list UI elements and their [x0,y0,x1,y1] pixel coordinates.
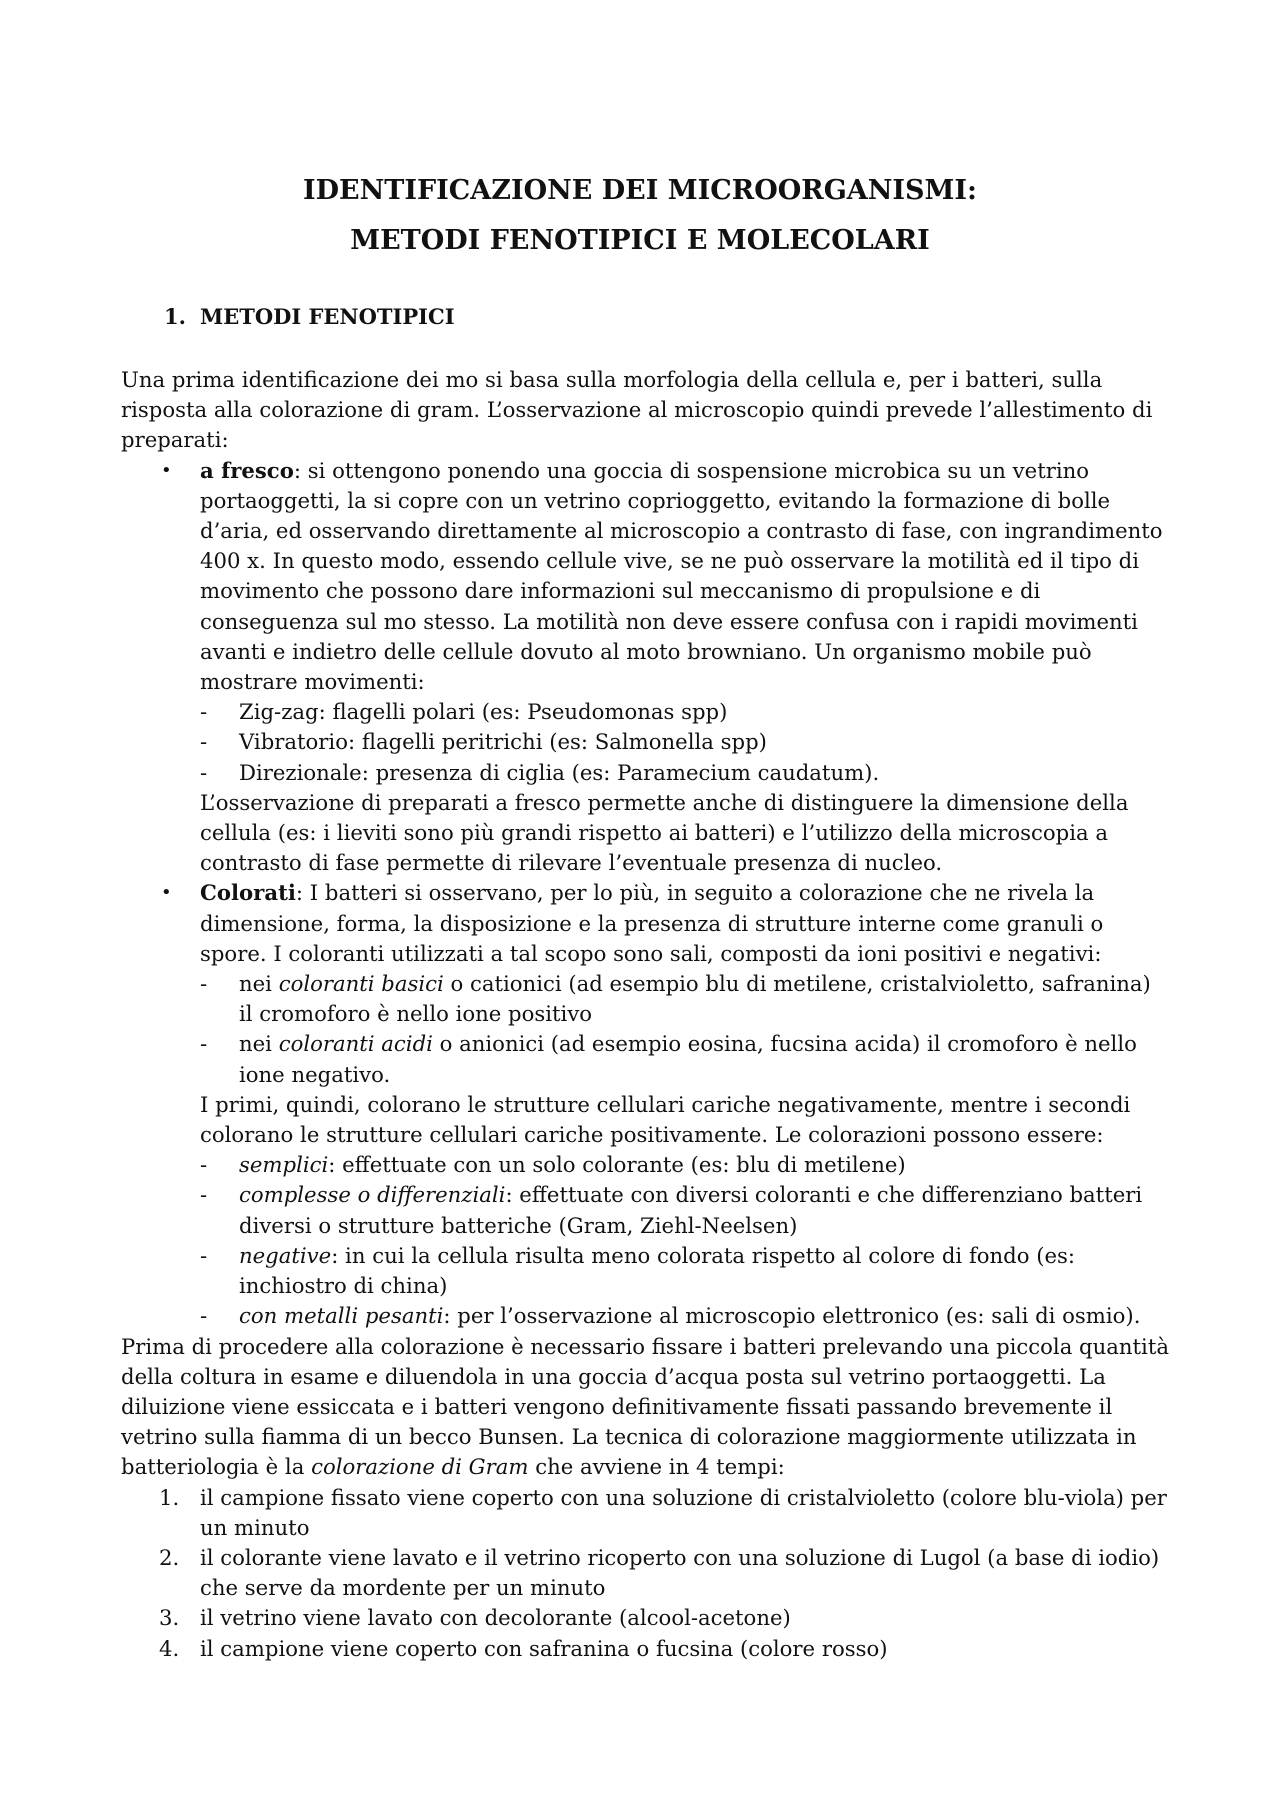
movement-item [121,727,1171,757]
gram-step-text: il vetrino viene lavato con decolorante (alcool-acetone) [200,1605,791,1631]
gram-stain-term: colorazione di Gram [311,1454,529,1480]
gram-step-number: 2. [159,1544,180,1570]
dash-icon: - [200,1182,208,1208]
dye-item [121,969,1171,1029]
bullet-colorati-label: Colorati [200,880,296,906]
movement-item [121,697,1171,727]
bullet-fresco-label: a fresco [200,457,294,483]
stain-type-text: : per l’osservazione al microscopio elettronico (es: sali di osmio). [443,1303,1141,1329]
dye-text: o anionici (ad esempio eosina, fucsina acida) il cromoforo è nello ione negativo. [239,1031,1137,1087]
stain-type-term: complesse o differenziali [239,1182,506,1208]
bullet-icon: • [161,882,172,904]
bullet-fresco [121,456,1171,698]
gram-step-text: il colorante viene lavato e il vetrino ricoperto con una soluzione di Lugol (a base di iodio) che serve da mordente per un minuto [200,1544,1160,1601]
movement-text: Vibratorio: flagelli peritrichi (es: Salmonella spp) [239,729,767,755]
bullet-fresco-text: : si ottengono ponendo una goccia di sospensione microbica su un vetrino portaoggetti, la si copre con un vetrino coprioggetto, evitando la formazione di bolle d’aria, ed osservando direttamente al microscopio a contrasto di fase, con ingrandimento 400 x. In questo modo, essendo cellule vive, se ne può osservare la motilità ed il tipo di movimento che possono dare informazioni sul meccanismo di propulsione e di conseguenza sul mo stesso. La motilità non deve essere confusa con i rapidi movimenti avanti e indietro delle cellule dovuto al moto browniano. Un organismo mobile può mostrare movimenti: [200,457,1163,695]
stain-type-term: negative [239,1242,332,1268]
fixation-paragraph [121,1332,1171,1483]
intro-paragraph: Una prima identificazione dei mo si basa sulla morfologia della cellula e, per i batteri, sulla risposta alla colorazione di gram. L’osservazione al microscopio quindi prevede l’allestimento di preparati: [121,367,1153,453]
dash-icon: - [200,1242,208,1268]
colorati-middle-paragraph: I primi, quindi, colorano le strutture cellulari cariche negativamente, mentre i secondi colorano le strutture cellulari cariche positivamente. Le colorazioni possono essere: [200,1091,1131,1148]
section-heading [164,304,455,329]
gram-step-number: 3. [159,1605,180,1631]
stain-type-item [121,1180,1171,1240]
stain-type-item [121,1241,1171,1301]
dash-icon: - [200,971,208,997]
gram-step [121,1603,1171,1633]
title-line-2: METODI FENOTIPICI E MOLECOLARI [350,225,930,256]
dye-prefix: nei [239,971,279,997]
movement-text: Zig-zag: flagelli polari (es: Pseudomonas spp) [239,699,728,725]
document-body [121,365,1171,1664]
dye-prefix: nei [239,1031,279,1057]
title-line-1: IDENTIFICAZIONE DEI MICROORGANISMI: [302,175,978,206]
gram-step [121,1634,1171,1664]
section-title: METODI FENOTIPICI [200,304,455,329]
stain-type-text: : in cui la cellula risulta meno colorata rispetto al colore di fondo (es: inchiostro di china) [239,1242,1076,1299]
dye-item [121,1029,1171,1089]
movement-item [121,758,1171,788]
bullet-colorati-text: : I batteri si osservano, per lo più, in seguito a colorazione che ne rivela la dimensione, forma, la disposizione e la presenza di strutture interne come granuli o spore. I coloranti utilizzati a tal scopo sono sali, composti da ioni positivi e negativi: [200,880,1104,966]
dye-term: coloranti basici [278,971,444,997]
fixation-text-end: che avviene in 4 tempi: [528,1454,785,1480]
dash-icon: - [200,699,208,725]
fixation-text: Prima di procedere alla colorazione è necessario fissare i batteri prelevando una piccola quantità della coltura in esame e diluendola in una goccia d’acqua posta sul vetrino portaoggetti. La diluizione viene essiccata e i batteri vengono definitivamente fissati passando brevemente il vetrino sulla fiamma di un becco Bunsen. La tecnica di colorazione maggiormente utilizzata in batteriologia è la [121,1333,1169,1480]
gram-step-text: il campione fissato viene coperto con una soluzione di cristalvioletto (colore blu-viola) per un minuto [200,1484,1167,1540]
gram-step [121,1543,1171,1603]
dash-icon: - [200,1152,208,1178]
section-number: 1. [164,304,186,329]
bullet-colorati [121,878,1171,969]
dye-text: o cationici (ad esempio blu di metilene, cristalvioletto, safranina) il cromoforo è nello ione positivo [239,971,1151,1027]
gram-step-text: il campione viene coperto con safranina o fucsina (colore rosso) [200,1635,888,1661]
dash-icon: - [200,1031,208,1057]
stain-type-item [121,1150,1171,1180]
fresco-after-paragraph: L’osservazione di preparati a fresco permette anche di distinguere la dimensione della cellula (es: i lieviti sono più grandi rispetto ai batteri) e l’utilizzo della microscopia a contrasto di fase permette di rilevare l’eventuale presenza di nucleo. [200,789,1129,876]
gram-step [121,1483,1171,1543]
dash-icon: - [200,759,208,785]
gram-step-number: 4. [159,1635,180,1661]
dye-term: coloranti acidi [278,1031,433,1057]
stain-type-item [121,1301,1171,1331]
stain-type-text: : effettuate con un solo colorante (es: blu di metilene) [328,1152,906,1178]
gram-step-number: 1. [159,1484,180,1510]
stain-type-text: : effettuate con diversi coloranti e che differenziano batteri diversi o strutture batteriche (Gram, Ziehl-Neelsen) [239,1182,1143,1238]
bullet-icon: • [161,459,172,481]
dash-icon: - [200,729,208,755]
document-title [0,166,1280,266]
movement-text: Direzionale: presenza di ciglia (es: Paramecium caudatum). [239,759,880,785]
stain-type-term: semplici [239,1152,329,1178]
stain-type-term: con metalli pesanti [239,1303,444,1329]
dash-icon: - [200,1303,208,1329]
